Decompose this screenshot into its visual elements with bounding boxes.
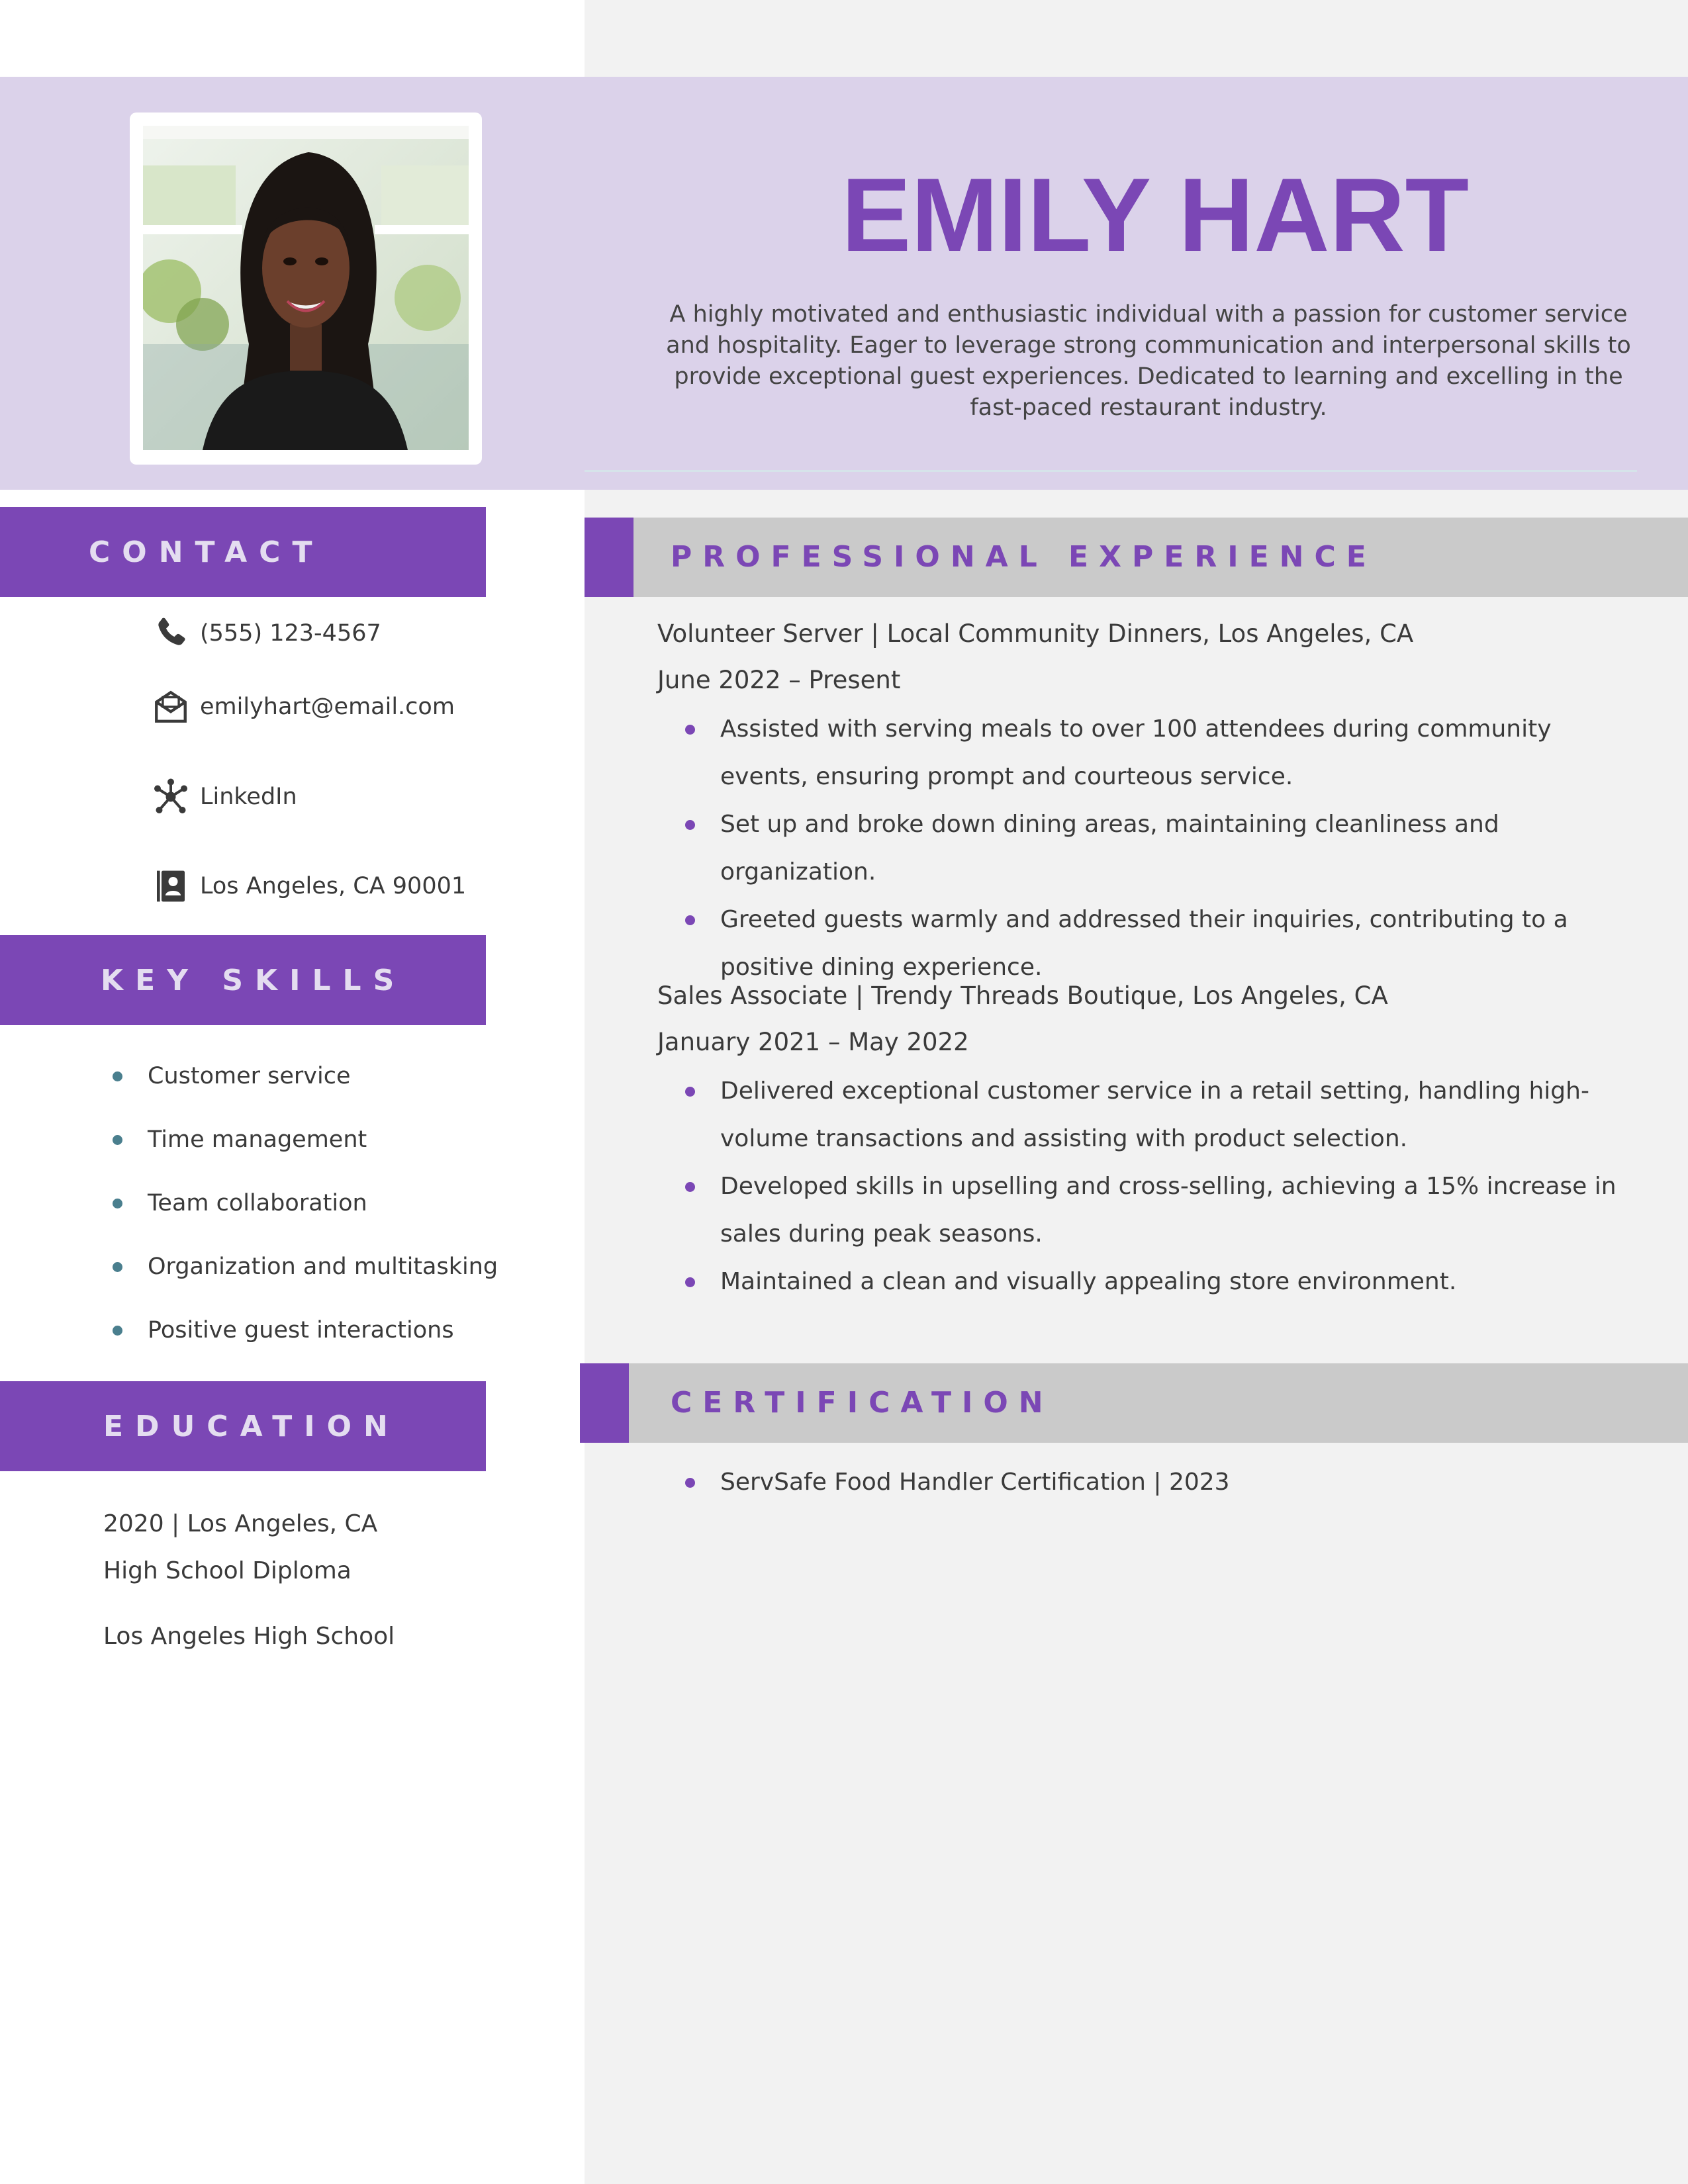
certification-heading: CERTIFICATION [671,1386,1054,1420]
education-heading-bar [0,1381,486,1471]
skills-list [113,1044,498,1362]
job-bullet: Maintained a clean and visually appealing store environment. [685,1258,1632,1306]
certification-item: ServSafe Food Handler Certification | 2023 [685,1459,1632,1506]
education-degree: High School Diploma [103,1557,352,1584]
education-heading: EDUCATION [103,1409,400,1443]
education-school: Los Angeles High School [103,1623,395,1650]
network-icon [151,777,191,817]
contact-address-text: Los Angeles, CA 90001 [200,873,467,899]
heading-accent [585,518,633,597]
skills-heading: KEY SKILLS [101,963,406,997]
email-icon [151,687,191,727]
job-bullets [685,1068,1632,1306]
job-title: Sales Associate | Trendy Threads Boutique, Los Angeles, CA [657,981,1388,1010]
contact-heading: CONTACT [89,535,324,569]
profile-photo-frame [130,113,482,465]
contact-phone-text: (555) 123-4567 [200,620,381,647]
skills-heading-bar [0,935,486,1025]
job-bullet: Developed skills in upselling and cross-selling, achieving a 15% increase in sales during peak seasons. [685,1163,1632,1258]
skill-item: Customer service [113,1044,498,1108]
candidate-name: EMILY HART [841,157,1470,273]
experience-heading-bar [585,518,1688,597]
contact-linkedin[interactable] [151,774,297,820]
job-bullet: Delivered exceptional customer service in a retail setting, handling high-volume transactions and assisting with product selection. [685,1068,1632,1163]
contact-email[interactable] [151,684,455,730]
experience-heading: PROFESSIONAL EXPERIENCE [671,540,1377,574]
contact-card-icon [151,866,191,906]
job-bullet: Assisted with serving meals to over 100 attendees during community events, ensuring prompt and courteous service. [685,705,1632,801]
contact-phone [151,610,381,657]
job-dates: January 2021 – May 2022 [657,1028,969,1056]
job-bullet: Greeted guests warmly and addressed their inquiries, contributing to a positive dining experience. [685,896,1632,991]
job-dates: June 2022 – Present [657,666,901,694]
heading-accent [580,1363,629,1443]
skill-item: Organization and multitasking [113,1235,498,1298]
job-title: Volunteer Server | Local Community Dinners, Los Angeles, CA [657,619,1414,648]
skill-item: Time management [113,1108,498,1171]
contact-address [151,863,466,909]
certification-list [685,1459,1632,1506]
certification-heading-bar [580,1363,1688,1443]
profile-summary: A highly motivated and enthusiastic individual with a passion for customer service and hospitality. Eager to leverage strong communication and interpersonal skills to provide exceptional guest experiences. Dedicated to learning and excelling in the fast-paced restaurant industry. [666,301,1631,421]
contact-email-text: emilyhart@email.com [200,694,455,720]
skill-item: Positive guest interactions [113,1298,498,1362]
contact-linkedin-text: LinkedIn [200,784,297,810]
contact-heading-bar [0,507,486,597]
education-year-location: 2020 | Los Angeles, CA [103,1510,378,1537]
job-bullet: Set up and broke down dining areas, maintaining cleanliness and organization. [685,801,1632,896]
header-divider [585,470,1637,472]
job-bullets [685,705,1632,991]
profile-photo [143,126,469,450]
skill-item: Team collaboration [113,1171,498,1235]
phone-icon [151,614,191,653]
